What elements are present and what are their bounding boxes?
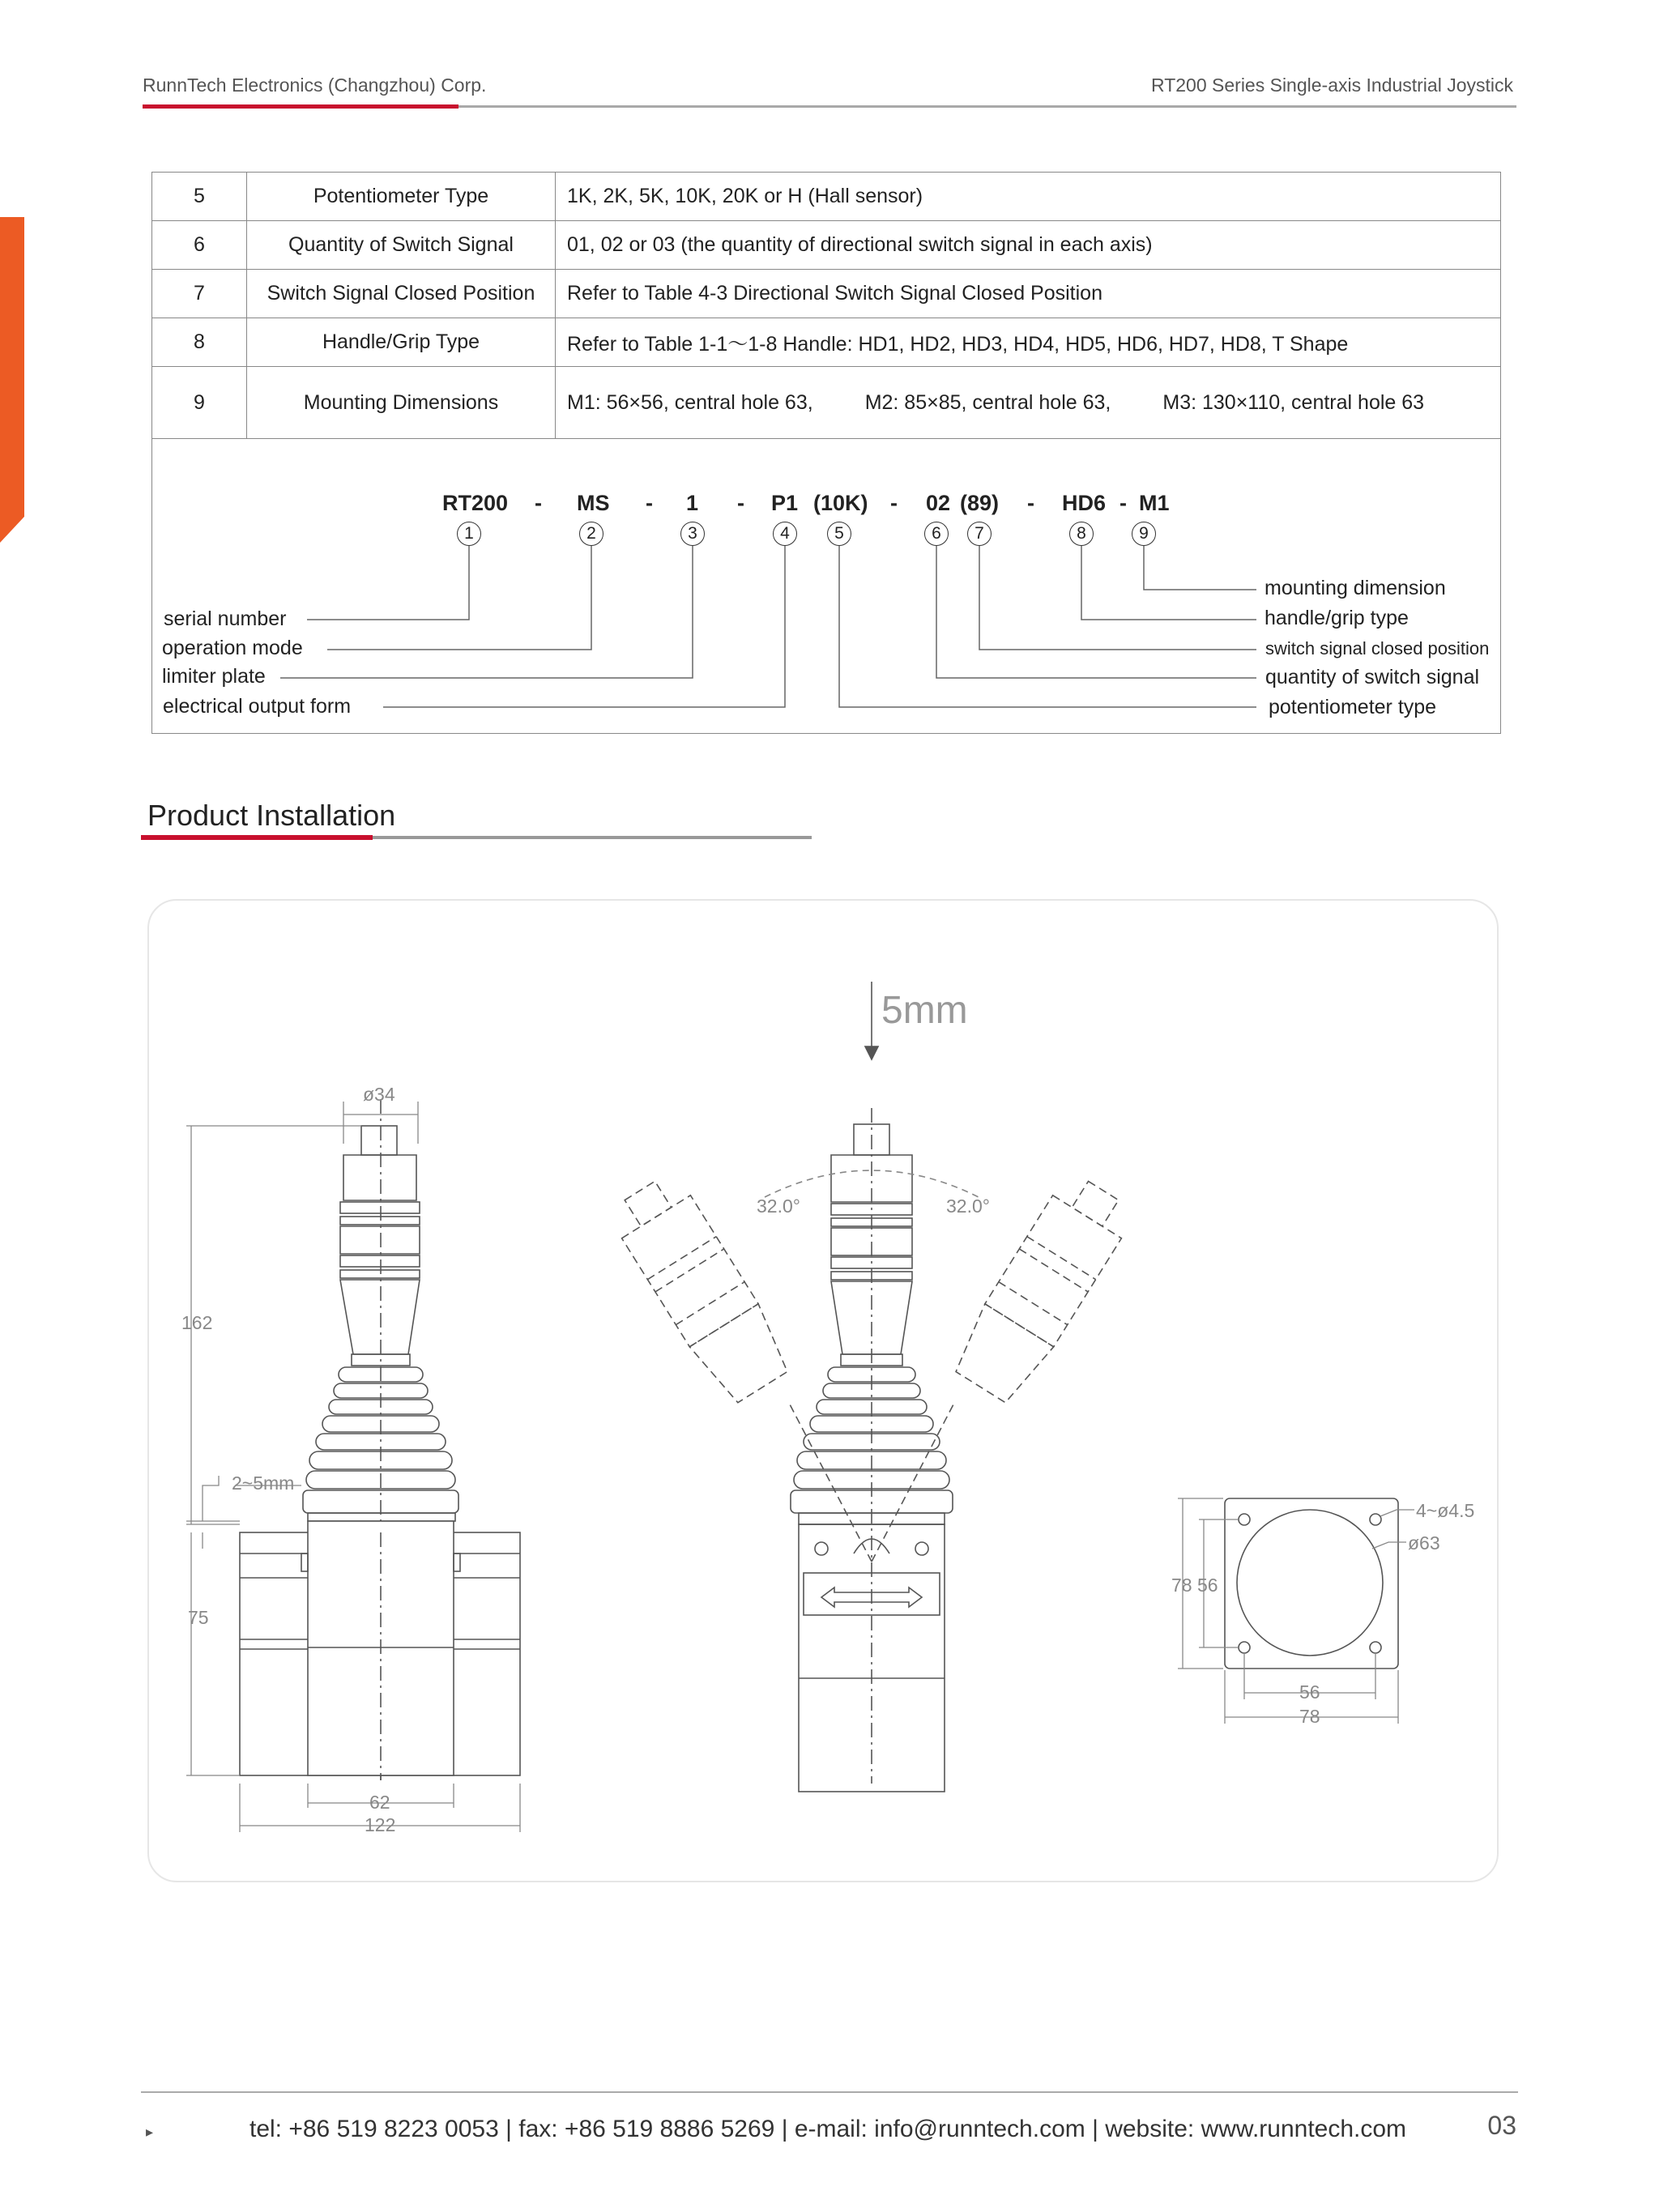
dim-diameter-63: ø63 bbox=[1408, 1532, 1440, 1554]
header-accent-rule bbox=[143, 104, 458, 109]
dim-plate-height: 78 56 bbox=[1171, 1575, 1218, 1596]
spec-table bbox=[151, 172, 1501, 734]
page-header bbox=[143, 73, 1516, 107]
dim-hole-spacing-56: 56 bbox=[1299, 1681, 1320, 1703]
spec-row-value: 01, 02 or 03 (the quantity of directional switch signal in each axis) bbox=[556, 221, 1501, 270]
code-token: RT200 bbox=[442, 491, 509, 515]
travel-label: 5mm bbox=[881, 989, 968, 1032]
angle-right-label: 32.0° bbox=[946, 1196, 990, 1217]
code-label-left: electrical output form bbox=[163, 695, 352, 718]
code-token: M1 bbox=[1139, 491, 1170, 515]
spec-row-name: Quantity of Switch Signal bbox=[247, 221, 556, 270]
spec-row bbox=[152, 270, 1501, 318]
spec-row-value bbox=[556, 367, 1501, 439]
code-position-marker: 1 bbox=[457, 522, 481, 546]
code-label-right: handle/grip type bbox=[1265, 607, 1409, 629]
spec-row-value: Refer to Table 4-3 Directional Switch Signal Closed Position bbox=[556, 270, 1501, 318]
code-token: 1 bbox=[686, 491, 699, 515]
order-code-row bbox=[152, 439, 1501, 734]
dim-width-62: 62 bbox=[369, 1792, 390, 1813]
spec-row-number: 8 bbox=[152, 318, 247, 367]
installation-drawing bbox=[147, 899, 1499, 1882]
code-token: - bbox=[646, 491, 653, 515]
code-token: - bbox=[535, 491, 542, 515]
footer-rule bbox=[141, 2091, 1518, 2093]
arrow-icon: ▸ bbox=[146, 2124, 154, 2140]
spec-row-value: Refer to Table 1-1～1-8 Handle: HD1, HD2, HD3, HD4, HD5, HD6, HD7, HD8, T Shape bbox=[556, 318, 1501, 367]
dim-mounting-holes: 4~ø4.5 bbox=[1416, 1500, 1475, 1521]
spec-row bbox=[152, 221, 1501, 270]
dim-height-75: 75 bbox=[188, 1607, 209, 1628]
code-token: MS bbox=[577, 491, 610, 515]
spec-row bbox=[152, 367, 1501, 439]
spec-row-number: 5 bbox=[152, 173, 247, 221]
section-title: Product Installation bbox=[147, 799, 396, 832]
mounting-option-m3: M3: 130×110, central hole 63 bbox=[1162, 390, 1425, 414]
code-label-right: mounting dimension bbox=[1265, 577, 1446, 599]
page-number: 03 bbox=[1487, 2111, 1516, 2140]
code-token: - bbox=[737, 491, 744, 515]
spec-row-number: 6 bbox=[152, 221, 247, 270]
code-token: (89) bbox=[960, 491, 1000, 515]
code-token: - bbox=[1120, 491, 1127, 515]
code-position-marker: 5 bbox=[827, 522, 851, 546]
code-position-marker: 6 bbox=[924, 522, 949, 546]
code-label-left: operation mode bbox=[162, 637, 303, 659]
dim-height-162: 162 bbox=[181, 1312, 213, 1333]
mounting-option-m1: M1: 56×56, central hole 63, bbox=[567, 390, 813, 414]
order-code-diagram bbox=[152, 439, 1501, 734]
dim-width-122: 122 bbox=[365, 1814, 396, 1835]
angle-left-label: 32.0° bbox=[757, 1196, 800, 1217]
product-name: RT200 Series Single-axis Industrial Joystick bbox=[1151, 75, 1513, 96]
code-token: P1 bbox=[771, 491, 799, 515]
spec-row-name: Potentiometer Type bbox=[247, 173, 556, 221]
spec-row bbox=[152, 318, 1501, 367]
section-accent-rule bbox=[141, 835, 373, 840]
dim-diameter-34: ø34 bbox=[363, 1084, 395, 1105]
code-token: - bbox=[890, 491, 898, 515]
code-position-marker: 4 bbox=[773, 522, 797, 546]
dim-2-5mm: 2~5mm bbox=[232, 1473, 295, 1494]
spec-row-number: 7 bbox=[152, 270, 247, 318]
spec-row-number: 9 bbox=[152, 367, 247, 439]
side-tab-decoration bbox=[0, 217, 24, 543]
technical-drawing-lines bbox=[149, 901, 1497, 1881]
code-token: 02 bbox=[926, 491, 951, 515]
spec-row-name: Switch Signal Closed Position bbox=[247, 270, 556, 318]
code-token: HD6 bbox=[1062, 491, 1107, 515]
code-label-left: limiter plate bbox=[162, 665, 266, 688]
code-label-right: quantity of switch signal bbox=[1265, 666, 1480, 688]
code-position-marker: 8 bbox=[1069, 522, 1094, 546]
dim-plate-width-78: 78 bbox=[1299, 1706, 1320, 1727]
code-token: (10K) bbox=[813, 491, 868, 515]
spec-row bbox=[152, 173, 1501, 221]
spec-row-value: 1K, 2K, 5K, 10K, 20K or H (Hall sensor) bbox=[556, 173, 1501, 221]
spec-row-name: Handle/Grip Type bbox=[247, 318, 556, 367]
spec-row-name: Mounting Dimensions bbox=[247, 367, 556, 439]
company-name: RunnTech Electronics (Changzhou) Corp. bbox=[143, 75, 487, 96]
code-position-marker: 7 bbox=[967, 522, 992, 546]
code-position-marker: 2 bbox=[579, 522, 603, 546]
footer-contact: tel: +86 519 8223 0053 | fax: +86 519 8886 5269 | e-mail: info@runntech.com | website: www.runntech.com bbox=[249, 2116, 1407, 2142]
code-label-right: switch signal closed position bbox=[1265, 638, 1490, 658]
code-position-marker: 3 bbox=[680, 522, 705, 546]
mounting-option-m2: M2: 85×85, central hole 63, bbox=[864, 390, 1111, 414]
code-position-marker: 9 bbox=[1132, 522, 1156, 546]
code-label-right: potentiometer type bbox=[1269, 696, 1437, 718]
code-token: - bbox=[1027, 491, 1034, 515]
code-label-left: serial number bbox=[164, 607, 287, 630]
